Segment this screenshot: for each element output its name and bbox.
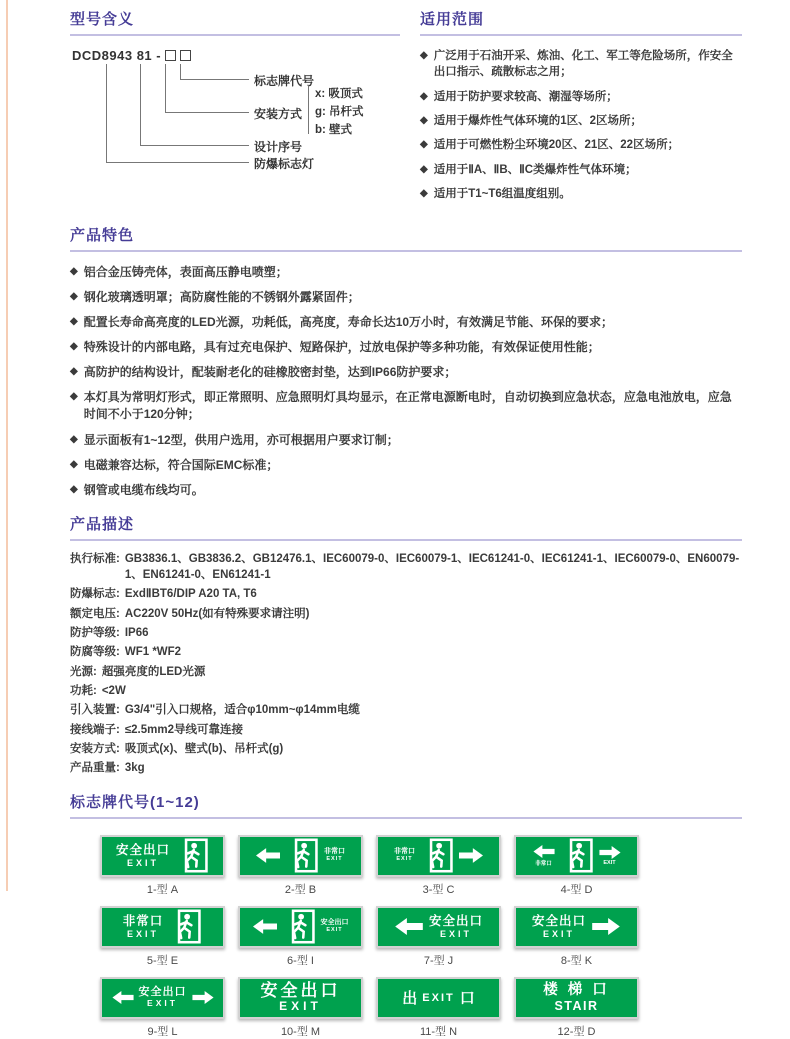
sign-small-sub-text: EXIT xyxy=(326,927,343,934)
exit-sign-plate xyxy=(100,835,225,877)
diamond-bullet-icon: ◆ xyxy=(420,50,428,61)
page-edge-stripe xyxy=(6,0,8,891)
sign-cell-12 xyxy=(514,977,639,1039)
spec-row: 引入装置: G3/4"引入口规格，适合φ10mm~φ14mm电缆 xyxy=(70,704,360,717)
spec-row: 防护等级: IP66 xyxy=(70,626,149,639)
exit-sign-plate xyxy=(376,835,501,877)
sign-cell-6 xyxy=(238,906,363,968)
list-item: ◆ 广泛用于石油开采、炼油、化工、军工等危险场所，作安全出口指示、疏散标志之用； xyxy=(420,48,742,81)
sign-cell-5 xyxy=(100,906,225,968)
exit-sign-plate xyxy=(238,906,363,948)
mounting-option-b: b: 壁式 xyxy=(315,124,353,136)
spec-row: 防爆标志: ExdⅡBT6/DIP A20 TA, T6 xyxy=(70,588,257,601)
sign-caption: 4-型 D xyxy=(560,883,593,896)
page-content xyxy=(70,8,742,1039)
exit-sign-plate xyxy=(100,906,225,948)
exit-sign-plate xyxy=(376,906,501,948)
description-section-title: 产品描述 xyxy=(70,515,135,533)
diamond-bullet-icon: ◆ xyxy=(70,483,78,495)
sign-small-sub-text: EXIT xyxy=(396,856,413,863)
exit-sign-plate xyxy=(238,835,363,877)
sign-part3: 口 xyxy=(459,990,475,1008)
scope-section-title: 适用范围 xyxy=(420,11,485,28)
spec-row: 防腐等级: WF1 *WF2 xyxy=(70,646,182,659)
list-item: ◆ 显示面板有1~12型，供用户选用，亦可根据用户要求订制； xyxy=(70,432,742,449)
sign-caption: 8-型 K xyxy=(560,954,593,967)
sign-cell-2 xyxy=(238,835,363,897)
sign-right-tag: EXIT xyxy=(603,859,616,866)
arrow-left-icon xyxy=(533,845,555,858)
sign-sub-text: EXIT xyxy=(279,999,322,1014)
running-man-door-icon xyxy=(560,837,594,874)
description-section xyxy=(70,513,742,777)
sign-small-sub-text: EXIT xyxy=(326,856,343,863)
sign-sub-text: EXIT xyxy=(126,857,159,868)
sign-cell-1 xyxy=(100,835,225,897)
list-item: ◆ 适用于ⅡA、ⅡB、ⅡC类爆炸性气体环境； xyxy=(420,162,742,178)
sign-sub-text: STAIR xyxy=(554,998,599,1013)
list-item: ◆ 钢化玻璃透明罩；高防腐性能的不锈钢外露紧固件； xyxy=(70,289,742,306)
signs-section-title: 标志牌代号(1~12) xyxy=(70,793,200,811)
sign-sub-text: EXIT xyxy=(126,928,159,939)
top-row xyxy=(70,8,742,210)
spec-row: 接线端子: ≤2.5mm2导线可靠连接 xyxy=(70,723,243,736)
sign-small-main-text: 非常口 xyxy=(394,848,415,856)
sign-main-text: 安全出口 xyxy=(260,980,341,1000)
sign-main-text: 安全出口 xyxy=(428,914,483,929)
sign-left-tag: 非常口 xyxy=(535,860,552,867)
arrow-right-icon xyxy=(591,918,621,935)
diamond-bullet-icon: ◆ xyxy=(70,433,78,445)
list-item: ◆ 铝合金压铸壳体，表面高压静电喷塑； xyxy=(70,264,742,281)
sign-sub-text: EXIT xyxy=(439,928,472,939)
model-diagram xyxy=(70,48,400,180)
sign-cell-4 xyxy=(514,835,639,897)
diamond-bullet-icon: ◆ xyxy=(70,458,78,470)
sign-cell-3 xyxy=(376,835,501,897)
sign-cell-9 xyxy=(100,977,225,1039)
arrow-left-icon xyxy=(256,848,280,863)
connector-product-name xyxy=(106,64,249,163)
description-section-header xyxy=(70,513,742,541)
running-man-door-icon xyxy=(420,837,454,874)
diamond-bullet-icon: ◆ xyxy=(70,316,78,328)
sign-caption: 6-型 I xyxy=(287,954,314,967)
features-section-title: 产品特色 xyxy=(70,227,135,245)
arrow-right-icon xyxy=(599,846,621,859)
label-design-serial: 设计序号 xyxy=(254,140,303,154)
sign-sub-text: EXIT xyxy=(542,928,575,939)
exit-sign-plate xyxy=(514,906,639,948)
list-item: ◆ 适用于T1~T6组温度组别。 xyxy=(420,186,742,202)
sign-main-text: 非常口 xyxy=(122,914,164,929)
sign-caption: 10-型 M xyxy=(280,1025,321,1038)
diamond-bullet-icon: ◆ xyxy=(420,114,428,126)
mounting-option-g: g: 吊杆式 xyxy=(315,106,364,118)
sign-small-main-text: 安全出口 xyxy=(320,919,349,927)
sign-caption: 3-型 C xyxy=(422,883,455,896)
sign-main-text: 安全出口 xyxy=(115,843,170,858)
sign-caption: 2-型 B xyxy=(284,883,317,896)
sign-cell-7 xyxy=(376,906,501,968)
arrow-left-icon xyxy=(112,991,134,1004)
sign-cell-10 xyxy=(238,977,363,1039)
sign-sub-text: EXIT xyxy=(147,997,178,1008)
label-sign-code: 标志牌代号 xyxy=(254,74,315,88)
spec-row: 安装方式: 吸顶式(x)、壁式(b)、吊杆式(g) xyxy=(70,742,284,755)
features-section-header xyxy=(70,224,742,252)
sign-part2: EXIT xyxy=(422,991,455,1004)
model-placeholder-box-2 xyxy=(180,50,191,61)
list-item: ◆ 钢管或电缆布线均可。 xyxy=(70,482,742,499)
diamond-bullet-icon: ◆ xyxy=(70,391,78,403)
signs-section-header xyxy=(70,791,742,819)
label-product-name: 防爆标志灯 xyxy=(254,157,315,171)
list-item: ◆ 电磁兼容达标，符合国际EMC标准； xyxy=(70,457,742,474)
sign-main-text: 安全出口 xyxy=(138,986,187,999)
mounting-option-x: x: 吸顶式 xyxy=(315,88,363,100)
scope-section xyxy=(420,8,742,210)
scope-list xyxy=(420,48,742,202)
diamond-bullet-icon: ◆ xyxy=(70,291,78,303)
sign-small-main-text: 非常口 xyxy=(324,848,345,856)
list-item: ◆ 特殊设计的内部电路，具有过充电保护、短路保护，过放电保护等多种功能，有效保证使用性能； xyxy=(70,339,742,356)
exit-sign-plate xyxy=(514,977,639,1019)
sign-caption: 12-型 D xyxy=(557,1025,596,1038)
running-man-door-icon xyxy=(168,908,202,945)
exit-sign-plate xyxy=(238,977,363,1019)
sign-caption: 1-型 A xyxy=(146,883,179,896)
spec-row: 执行标准: GB3836.1、GB3836.2、GB12476.1、IEC60079-0、IEC60079-1、IEC61241-0、IEC61241-1、IEC60079-0、EN60079-1、EN61241-0、EN61241-1 xyxy=(70,552,740,581)
signs-grid xyxy=(100,835,742,1039)
sign-cell-11 xyxy=(376,977,501,1039)
spec-row: 额定电压: AC220V 50Hz(如有特殊要求请注明) xyxy=(70,607,310,620)
model-section-header xyxy=(70,8,400,36)
list-item: ◆ 适用于爆炸性气体环境的1区、2区场所； xyxy=(420,113,742,129)
features-section xyxy=(70,224,742,498)
sign-caption: 9-型 L xyxy=(147,1025,178,1038)
sign-caption: 5-型 E xyxy=(146,954,179,967)
description-rows xyxy=(70,551,742,777)
running-man-door-icon xyxy=(282,908,316,945)
spec-row: 光源: 超强亮度的LED光源 xyxy=(70,665,206,678)
arrow-left-icon xyxy=(253,919,277,934)
model-section-title: 型号含义 xyxy=(70,11,135,28)
diamond-bullet-icon: ◆ xyxy=(420,163,428,175)
diamond-bullet-icon: ◆ xyxy=(70,366,78,378)
exit-sign-plate xyxy=(100,977,225,1019)
sign-cell-8 xyxy=(514,906,639,968)
sign-part1: 出 xyxy=(402,990,418,1008)
diamond-bullet-icon: ◆ xyxy=(70,341,78,353)
exit-sign-plate xyxy=(514,835,639,877)
diamond-bullet-icon: ◆ xyxy=(420,139,428,151)
sign-main-text: 楼 梯 口 xyxy=(543,982,610,999)
list-item: ◆ 高防护的结构设计，配装耐老化的硅橡胶密封垫，达到IP66防护要求； xyxy=(70,364,742,381)
diamond-bullet-icon: ◆ xyxy=(420,90,428,102)
sign-caption: 7-型 J xyxy=(423,954,454,967)
scope-section-header xyxy=(420,8,742,36)
sign-caption: 11-型 N xyxy=(419,1025,458,1038)
list-item: ◆ 配置长寿命高亮度的LED光源，功耗低，高亮度，寿命长达10万小时，有效满足节能、环保的要求； xyxy=(70,314,742,331)
diamond-bullet-icon: ◆ xyxy=(420,187,428,199)
running-man-door-icon xyxy=(285,837,319,874)
features-list xyxy=(70,264,742,498)
list-item: ◆ 本灯具为常明灯形式，即正常照明、应急照明灯具均显示，在正常电源断电时，自动切换到应急状态，应急电池放电，应急时间不小于120分钟； xyxy=(70,389,742,423)
arrow-left-icon xyxy=(394,918,424,935)
model-section xyxy=(70,8,400,180)
arrow-right-icon xyxy=(459,848,483,863)
running-man-door-icon xyxy=(175,837,209,874)
model-code: DCD8943 81 - xyxy=(72,48,191,63)
sign-main-text: 安全出口 xyxy=(531,914,586,929)
diamond-bullet-icon: ◆ xyxy=(70,266,78,278)
arrow-right-icon xyxy=(192,991,214,1004)
model-placeholder-box-1 xyxy=(165,50,176,61)
list-item: ◆ 适用于可燃性粉尘环境20区、21区、22区场所； xyxy=(420,137,742,153)
signs-section xyxy=(70,791,742,1039)
spec-row: 功耗: <2W xyxy=(70,684,126,697)
list-item: ◆ 适用于防护要求较高、潮湿等场所； xyxy=(420,89,742,105)
label-mounting: 安装方式 xyxy=(254,107,303,121)
exit-sign-plate xyxy=(376,977,501,1019)
mounting-options-bracket xyxy=(308,86,309,134)
spec-row: 产品重量: 3kg xyxy=(70,762,145,775)
